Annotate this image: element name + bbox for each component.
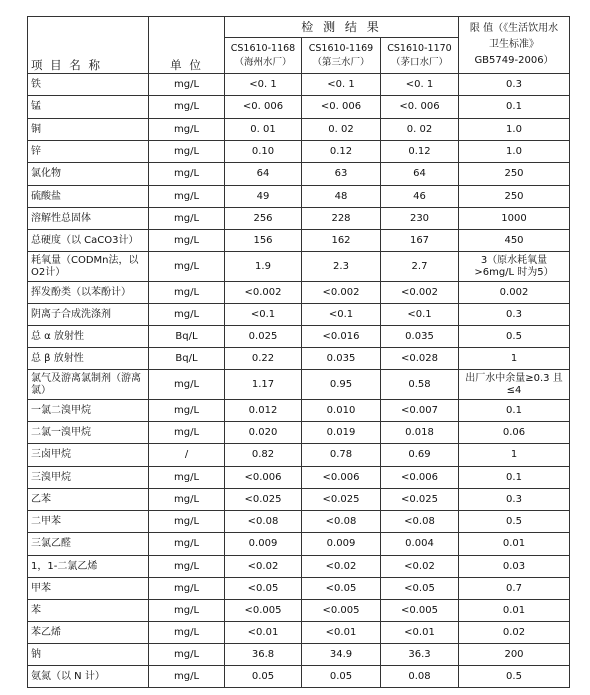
value-sample-1: 64 — [225, 163, 302, 186]
unit-cell: mg/L — [149, 600, 225, 622]
unit-cell: mg/L — [149, 533, 225, 556]
item-name: 铜 — [28, 119, 149, 141]
limit-cell: 3（原水耗氧量>6mg/L 时为5） — [459, 252, 570, 282]
table-row — [28, 208, 570, 230]
table-row — [28, 163, 570, 186]
value-sample-1: <0.01 — [225, 622, 302, 644]
value-sample-1: <0.08 — [225, 511, 302, 533]
unit-cell: mg/L — [149, 578, 225, 600]
table-row — [28, 119, 570, 141]
value-sample-2: 0.95 — [302, 370, 381, 400]
value-sample-2: <0.01 — [302, 622, 381, 644]
value-sample-3: <0.1 — [381, 304, 459, 326]
value-sample-2: 0.05 — [302, 666, 381, 688]
value-sample-3: 167 — [381, 230, 459, 252]
unit-cell: mg/L — [149, 163, 225, 186]
value-sample-1: <0. 006 — [225, 96, 302, 119]
item-name: 1，1-二氯乙烯 — [28, 556, 149, 578]
header-item-name: 项 目 名 称 — [28, 17, 149, 74]
unit-cell: / — [149, 444, 225, 467]
header-results: 检 测 结 果 — [225, 17, 459, 38]
header-sample-2 — [302, 38, 381, 74]
value-sample-2: <0.02 — [302, 556, 381, 578]
value-sample-2: 0. 02 — [302, 119, 381, 141]
table-row — [28, 422, 570, 444]
table-row — [28, 186, 570, 208]
value-sample-3: <0.006 — [381, 467, 459, 489]
table-row — [28, 533, 570, 556]
value-sample-2: 0.019 — [302, 422, 381, 444]
value-sample-2: 48 — [302, 186, 381, 208]
table-row — [28, 326, 570, 348]
value-sample-3: <0.002 — [381, 282, 459, 304]
unit-cell: mg/L — [149, 208, 225, 230]
sample-site: （第三水厂） — [312, 56, 370, 68]
table-row — [28, 348, 570, 370]
value-sample-3: <0.028 — [381, 348, 459, 370]
unit-cell: mg/L — [149, 119, 225, 141]
sample-site: （海州水厂） — [234, 56, 292, 68]
value-sample-2: 0.12 — [302, 141, 381, 163]
value-sample-3: <0.007 — [381, 400, 459, 422]
value-sample-1: 0.009 — [225, 533, 302, 556]
item-name: 溶解性总固体 — [28, 208, 149, 230]
item-name: 硫酸盐 — [28, 186, 149, 208]
value-sample-2: <0.016 — [302, 326, 381, 348]
limit-cell: 0.5 — [459, 326, 570, 348]
value-sample-1: 256 — [225, 208, 302, 230]
unit-cell: mg/L — [149, 370, 225, 400]
value-sample-3: <0.025 — [381, 489, 459, 511]
limit-cell: 450 — [459, 230, 570, 252]
item-name: 二氯一溴甲烷 — [28, 422, 149, 444]
unit-cell: mg/L — [149, 622, 225, 644]
item-name: 锌 — [28, 141, 149, 163]
unit-cell: Bq/L — [149, 348, 225, 370]
header-limit-line3: GB5749-2006） — [474, 55, 554, 66]
value-sample-1: 1.17 — [225, 370, 302, 400]
limit-cell: 出厂水中余量≥0.3 且 ≤4 — [459, 370, 570, 400]
item-name: 钠 — [28, 644, 149, 666]
header-sample-1 — [225, 38, 302, 74]
value-sample-2: <0.1 — [302, 304, 381, 326]
value-sample-2: 0.035 — [302, 348, 381, 370]
limit-cell: 1 — [459, 444, 570, 467]
table-row — [28, 666, 570, 688]
value-sample-2: 228 — [302, 208, 381, 230]
limit-cell: 0.03 — [459, 556, 570, 578]
value-sample-1: <0.005 — [225, 600, 302, 622]
value-sample-2: <0.006 — [302, 467, 381, 489]
header-limit-line1: 限 值（《生活饮用水 — [469, 23, 559, 34]
item-name: 苯 — [28, 600, 149, 622]
item-name: 总 α 放射性 — [28, 326, 149, 348]
value-sample-2: 0.010 — [302, 400, 381, 422]
header-limit-line2: 卫生标准》 — [489, 39, 539, 50]
limit-cell: 0.3 — [459, 304, 570, 326]
limit-cell: 0.1 — [459, 400, 570, 422]
value-sample-1: <0. 1 — [225, 74, 302, 96]
item-name: 乙苯 — [28, 489, 149, 511]
unit-cell: mg/L — [149, 304, 225, 326]
value-sample-3: <0.05 — [381, 578, 459, 600]
limit-cell: 200 — [459, 644, 570, 666]
value-sample-2: <0.005 — [302, 600, 381, 622]
limit-cell: 0.3 — [459, 489, 570, 511]
item-name: 阴离子合成洗涤剂 — [28, 304, 149, 326]
item-name: 一氯二溴甲烷 — [28, 400, 149, 422]
item-name: 三卤甲烷 — [28, 444, 149, 467]
table-row — [28, 96, 570, 119]
table-body — [28, 74, 570, 688]
limit-cell: 1.0 — [459, 141, 570, 163]
item-name: 总硬度（以 CaCO3计） — [28, 230, 149, 252]
value-sample-1: <0.05 — [225, 578, 302, 600]
limit-cell: 0.01 — [459, 533, 570, 556]
value-sample-1: <0.006 — [225, 467, 302, 489]
value-sample-1: 0.82 — [225, 444, 302, 467]
value-sample-3: <0. 1 — [381, 74, 459, 96]
item-name: 氨氮（以 N 计） — [28, 666, 149, 688]
value-sample-3: 0.69 — [381, 444, 459, 467]
sample-code: CS1610-1170 — [387, 42, 452, 54]
limit-cell: 0.5 — [459, 511, 570, 533]
unit-cell: mg/L — [149, 282, 225, 304]
value-sample-3: 0.58 — [381, 370, 459, 400]
unit-cell: mg/L — [149, 96, 225, 119]
sample-site: （茅口水厂） — [390, 56, 448, 68]
limit-cell: 0.5 — [459, 666, 570, 688]
limit-cell: 1.0 — [459, 119, 570, 141]
table-row — [28, 444, 570, 467]
unit-cell: mg/L — [149, 186, 225, 208]
limit-cell: 0.002 — [459, 282, 570, 304]
limit-cell: 0.3 — [459, 74, 570, 96]
value-sample-3: <0.005 — [381, 600, 459, 622]
value-sample-1: 49 — [225, 186, 302, 208]
water-quality-table — [27, 16, 570, 688]
value-sample-3: 0.004 — [381, 533, 459, 556]
item-name: 三溴甲烷 — [28, 467, 149, 489]
limit-cell: 0.06 — [459, 422, 570, 444]
item-name: 氯气及游离氯制剂（游离氯） — [28, 370, 149, 400]
item-name: 甲苯 — [28, 578, 149, 600]
value-sample-1: 0.22 — [225, 348, 302, 370]
table-row — [28, 600, 570, 622]
item-name: 氯化物 — [28, 163, 149, 186]
sample-code: CS1610-1168 — [230, 42, 296, 54]
limit-cell: 0.02 — [459, 622, 570, 644]
unit-cell: Bq/L — [149, 326, 225, 348]
value-sample-3: 230 — [381, 208, 459, 230]
value-sample-3: <0.01 — [381, 622, 459, 644]
limit-cell: 1000 — [459, 208, 570, 230]
value-sample-2: <0. 006 — [302, 96, 381, 119]
limit-cell: 1 — [459, 348, 570, 370]
table-row — [28, 511, 570, 533]
value-sample-3: 36.3 — [381, 644, 459, 666]
item-name: 二甲苯 — [28, 511, 149, 533]
unit-cell: mg/L — [149, 666, 225, 688]
item-name: 苯乙烯 — [28, 622, 149, 644]
sample-code: CS1610-1169 — [308, 42, 374, 54]
unit-cell: mg/L — [149, 489, 225, 511]
header-sample-3 — [381, 38, 459, 74]
item-name: 耗氧量（CODMn法，以 O2计） — [28, 252, 149, 282]
value-sample-2: 34.9 — [302, 644, 381, 666]
value-sample-1: <0.1 — [225, 304, 302, 326]
value-sample-3: <0.08 — [381, 511, 459, 533]
unit-cell: mg/L — [149, 252, 225, 282]
table-row — [28, 622, 570, 644]
item-name: 总 β 放射性 — [28, 348, 149, 370]
value-sample-2: 63 — [302, 163, 381, 186]
value-sample-3: 64 — [381, 163, 459, 186]
item-name: 挥发酚类（以苯酚计） — [28, 282, 149, 304]
table-row — [28, 489, 570, 511]
limit-cell: 250 — [459, 163, 570, 186]
value-sample-1: 156 — [225, 230, 302, 252]
table-row — [28, 578, 570, 600]
value-sample-2: 162 — [302, 230, 381, 252]
value-sample-2: <0. 1 — [302, 74, 381, 96]
value-sample-3: 0.035 — [381, 326, 459, 348]
table-row — [28, 644, 570, 666]
value-sample-1: 0. 01 — [225, 119, 302, 141]
unit-cell: mg/L — [149, 74, 225, 96]
item-name: 三氯乙醛 — [28, 533, 149, 556]
limit-cell: 0.1 — [459, 96, 570, 119]
value-sample-3: 0.018 — [381, 422, 459, 444]
table-row — [28, 556, 570, 578]
table-row — [28, 304, 570, 326]
limit-cell: 250 — [459, 186, 570, 208]
value-sample-1: 0.020 — [225, 422, 302, 444]
value-sample-1: 1.9 — [225, 252, 302, 282]
header-limit — [459, 17, 570, 74]
value-sample-2: 2.3 — [302, 252, 381, 282]
value-sample-2: <0.08 — [302, 511, 381, 533]
table-row — [28, 252, 570, 282]
unit-cell: mg/L — [149, 230, 225, 252]
value-sample-1: <0.025 — [225, 489, 302, 511]
value-sample-2: <0.05 — [302, 578, 381, 600]
table-row — [28, 230, 570, 252]
value-sample-3: 0.08 — [381, 666, 459, 688]
value-sample-2: 0.009 — [302, 533, 381, 556]
unit-cell: mg/L — [149, 422, 225, 444]
value-sample-1: 0.025 — [225, 326, 302, 348]
table-row — [28, 370, 570, 400]
table-row — [28, 400, 570, 422]
unit-cell: mg/L — [149, 644, 225, 666]
value-sample-3: 2.7 — [381, 252, 459, 282]
item-name: 铁 — [28, 74, 149, 96]
value-sample-1: 0.012 — [225, 400, 302, 422]
limit-cell: 0.1 — [459, 467, 570, 489]
value-sample-3: 0.12 — [381, 141, 459, 163]
unit-cell: mg/L — [149, 141, 225, 163]
header-unit: 单 位 — [149, 17, 225, 74]
table-row — [28, 467, 570, 489]
limit-cell: 0.7 — [459, 578, 570, 600]
table-row — [28, 74, 570, 96]
value-sample-1: <0.02 — [225, 556, 302, 578]
value-sample-1: 0.05 — [225, 666, 302, 688]
value-sample-3: <0.02 — [381, 556, 459, 578]
value-sample-2: 0.78 — [302, 444, 381, 467]
unit-cell: mg/L — [149, 511, 225, 533]
unit-cell: mg/L — [149, 556, 225, 578]
value-sample-1: 0.10 — [225, 141, 302, 163]
item-name: 锰 — [28, 96, 149, 119]
value-sample-2: <0.002 — [302, 282, 381, 304]
limit-cell: 0.01 — [459, 600, 570, 622]
unit-cell: mg/L — [149, 400, 225, 422]
unit-cell: mg/L — [149, 467, 225, 489]
value-sample-3: 0. 02 — [381, 119, 459, 141]
value-sample-3: 46 — [381, 186, 459, 208]
table-row — [28, 141, 570, 163]
value-sample-1: 36.8 — [225, 644, 302, 666]
value-sample-3: <0. 006 — [381, 96, 459, 119]
value-sample-1: <0.002 — [225, 282, 302, 304]
table-row — [28, 282, 570, 304]
value-sample-2: <0.025 — [302, 489, 381, 511]
